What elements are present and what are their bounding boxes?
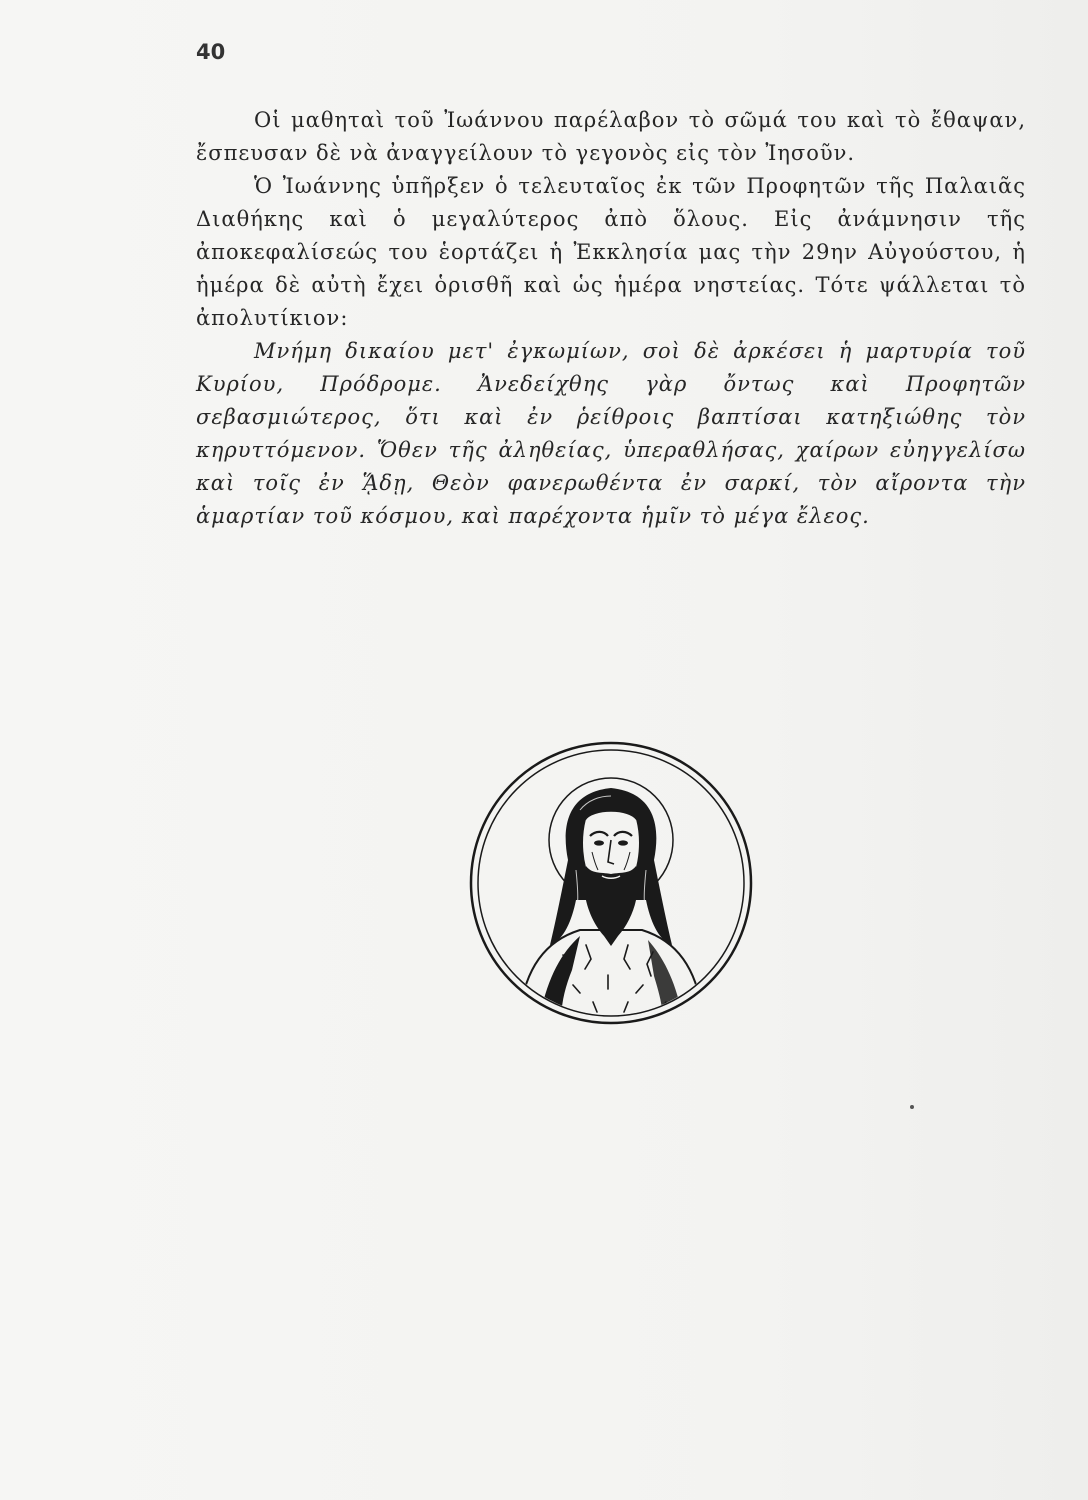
- paragraph-feast-day: Ὁ Ἰωάννης ὑπῆρξεν ὁ τελευταῖος ἐκ τῶν Προφητῶν τῆς Παλαιᾶς Διαθήκης καὶ ὁ μεγαλύτερος ἀπὸ ὅλους. Εἰς ἀνάμνησιν τῆς ἀποκεφαλίσεώς του ἑορτάζει ἡ Ἐκκλησία μας τὴν 29ην Αὐγούστου, ἡ ἡμέρα δὲ αὐτὴ ἔχει ὁρισθῆ καὶ ὡς ἡμέρα νηστείας. Τότε ψάλλεται τὸ ἀπολυτίκιον:: [196, 174, 1026, 330]
- print-speck: [910, 1105, 914, 1109]
- paragraph-burial: Οἱ μαθηταὶ τοῦ Ἰωάννου παρέλαβον τὸ σῶμά του καὶ τὸ ἔθαψαν, ἔσπευσαν δὲ νὰ ἀναγγείλουν τὸ γεγονὸς εἰς τὸν Ἰησοῦν.: [196, 108, 1026, 165]
- body-text: [196, 104, 1026, 533]
- saint-portrait-icon: [468, 740, 754, 1026]
- page-number: 40: [196, 40, 226, 64]
- apolytikion-hymn: Μνήμη δικαίου μετ' ἐγκωμίων, σοὶ δὲ ἀρκέσει ἡ μαρτυρία τοῦ Κυρίου, Πρόδρομε. Ἀνεδείχθης γὰρ ὄντως καὶ Προφητῶν σεβασμιώτερος, ὅτι καὶ ἐν ῥείθροις βαπτίσαι κατηξιώθης τὸν κηρυττόμενον. Ὅθεν τῆς ἀληθείας, ὑπεραθλήσας, χαίρων εὐηγγελίσω καὶ τοῖς ἐν ᾍδῃ, Θεὸν φανερωθέντα ἐν σαρκί, τὸν αἴροντα τὴν ἁμαρτίαν τοῦ κόσμου, καὶ παρέχοντα ἡμῖν τὸ μέγα ἔλεος.: [196, 339, 1026, 528]
